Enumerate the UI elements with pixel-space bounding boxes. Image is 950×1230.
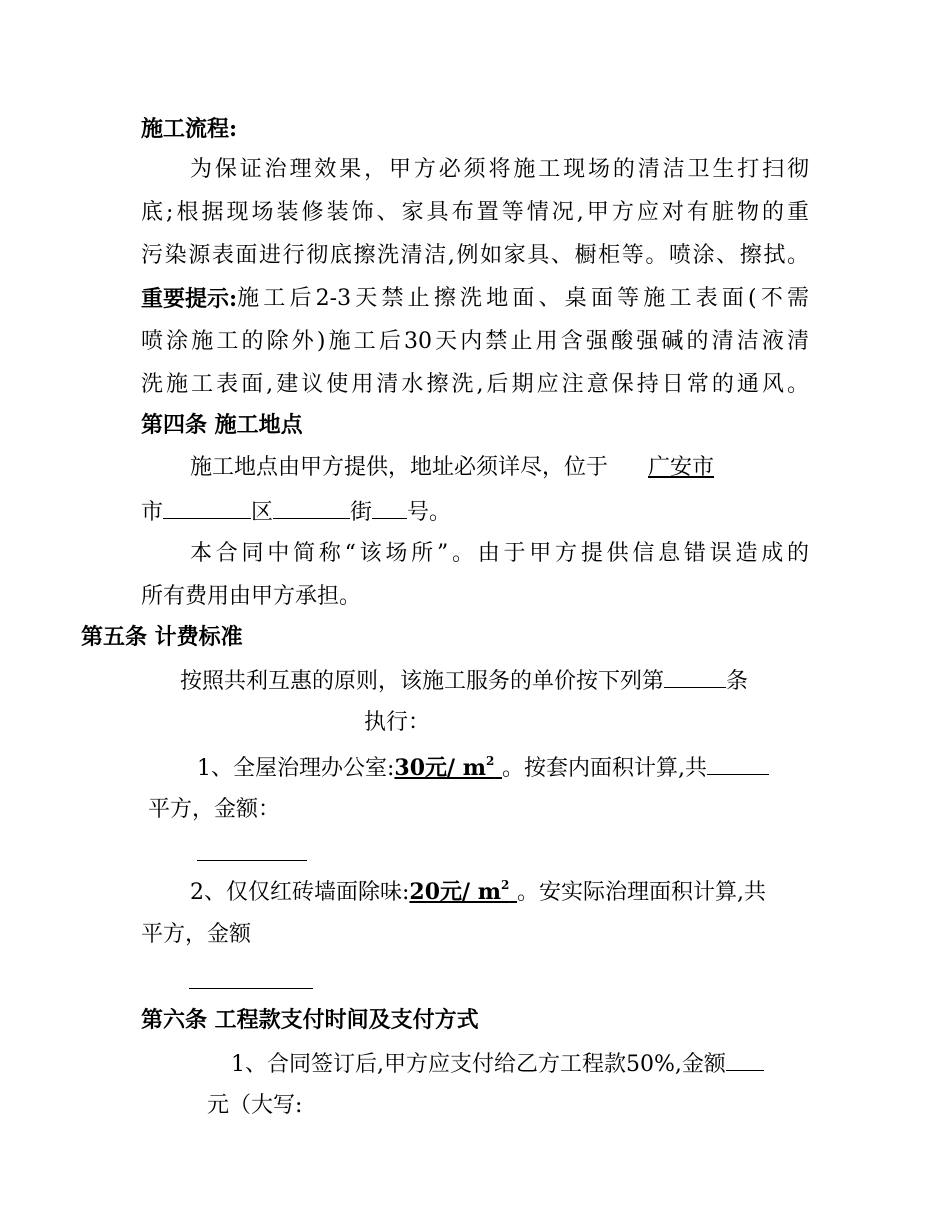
pricing-intro-line-2: 执行： (364, 710, 431, 735)
item1-label: 1、全屋治理办公室: (197, 756, 395, 781)
process-paragraph-line-3: 污染源表面进行彻底擦洗清洁,例如家具、橱柜等。喷涂、擦拭。 (141, 243, 809, 268)
city-label: 市 (141, 500, 164, 525)
payment-line-2: 元（大写: (207, 1093, 303, 1118)
pricing-item-1-line-1 (197, 752, 769, 784)
city-blank[interactable] (163, 496, 251, 519)
article4-heading: 第四条 施工地点 (141, 412, 303, 438)
important-tip-text: 施工后2-3天禁止擦洗地面、桌面等施工表面(不需 (237, 286, 809, 311)
payment-amount-blank[interactable] (726, 1048, 764, 1071)
item1-price: 30元/ $m^2$ (394, 754, 495, 781)
article5-heading: 第五条 计费标准 (81, 624, 243, 650)
venue-note-line-1: 本合同中简称“该场所”。由于甲方提供信息错误造成的 (190, 541, 809, 566)
pricing-item-2-line-2: 平方，金额 (141, 922, 252, 947)
district-blank[interactable] (273, 496, 350, 519)
pricing-intro-text: 按照共利互惠的原则，该施工服务的单价按下列第 (180, 669, 665, 694)
pricing-option-blank[interactable] (664, 665, 726, 688)
item2-price: 20元/ $m^2$ (409, 878, 510, 905)
district-label: 区 (251, 500, 274, 525)
process-paragraph-line-1: 为保证治理效果，甲方必须将施工现场的清洁卫生打扫彻 (190, 157, 809, 182)
important-tip-line-2: 喷涂施工的除外)施工后30天内禁止用含强酸强碱的清洁液清 (141, 329, 809, 354)
process-heading: 施工流程: (141, 116, 238, 142)
street-blank[interactable] (372, 496, 407, 519)
item2-label: 2、仅仅红砖墙面除味: (190, 880, 410, 905)
venue-note-line-2: 所有费用由甲方承担。 (141, 584, 362, 609)
payment-text: 1、合同签订后,甲方应支付给乙方工程款50%,金额 (231, 1052, 726, 1077)
item2-text: 。安实际治理面积计算,共 (517, 880, 767, 905)
item1-amount-blank[interactable] (197, 860, 307, 861)
item1-superscript: 2 (486, 754, 495, 768)
item1-text: 。按套内面积计算,共 (502, 756, 708, 781)
important-tip-line-1 (141, 284, 809, 314)
number-label: 号。 (407, 500, 452, 525)
pricing-item-1-line-2: 平方，金额： (148, 797, 281, 822)
process-paragraph-line-2: 底;根据现场装修装饰、家具布置等情况,甲方应对有脏物的重 (141, 200, 809, 225)
important-tip-line-3: 洗施工表面,建议使用清水擦洗,后期应注意保持日常的通风。 (141, 372, 809, 397)
item2-amount-blank[interactable] (189, 988, 313, 989)
pricing-item-2-line-1 (190, 877, 766, 908)
item2-superscript: 2 (501, 878, 510, 892)
street-label: 街 (350, 500, 373, 525)
city-fill-field[interactable]: 广安市 (648, 455, 715, 480)
payment-line-1 (231, 1048, 764, 1080)
pricing-intro-line-1 (180, 665, 748, 697)
item1-area-blank[interactable] (707, 752, 769, 775)
address-text: 施工地点由甲方提供，地址必须详尽，位于 (190, 455, 609, 480)
address-line-2 (141, 496, 451, 528)
pricing-intro-suffix: 条 (726, 669, 749, 694)
important-tip-label: 重要提示: (141, 286, 238, 312)
article6-heading: 第六条 工程款支付时间及支付方式 (141, 1007, 479, 1033)
address-line-1 (190, 453, 768, 483)
